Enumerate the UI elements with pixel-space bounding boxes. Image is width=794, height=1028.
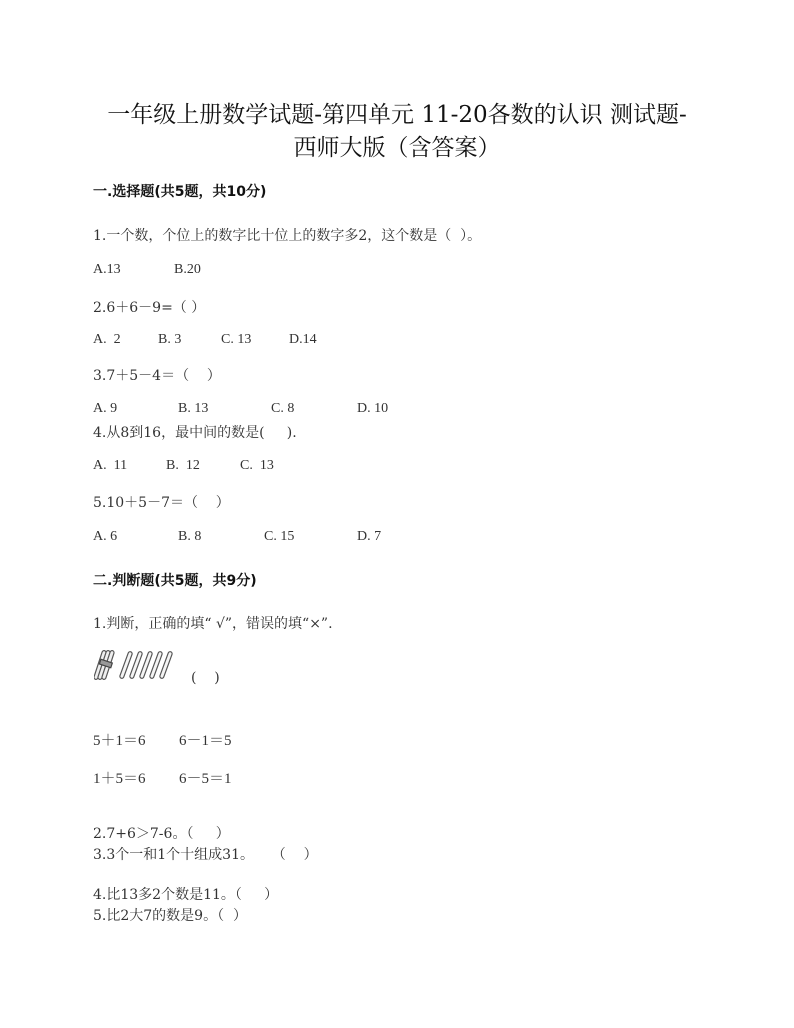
question-text: 1.判断，正确的填“ √”，错误的填“×”. bbox=[93, 616, 333, 632]
option-c: C. 8 bbox=[271, 401, 295, 416]
question-text: 4.比13多2个数是11。（ ） bbox=[93, 887, 279, 903]
question-text: 2.6＋6－9=（ ） bbox=[93, 300, 206, 316]
option-c: C. 15 bbox=[264, 529, 295, 544]
equation: 6－1＝5 bbox=[179, 733, 232, 749]
option-a: A.13 bbox=[93, 262, 121, 277]
option-d: D.14 bbox=[289, 332, 317, 347]
option-c: C. 13 bbox=[221, 332, 252, 347]
option-a: A. 2 bbox=[93, 332, 121, 347]
option-b: B. 12 bbox=[166, 458, 200, 473]
option-d: D. 10 bbox=[357, 401, 389, 416]
question-text: 3.7＋5－4＝（ ） bbox=[93, 368, 221, 384]
option-c: C. 13 bbox=[240, 458, 274, 473]
option-b: B. 3 bbox=[158, 332, 182, 347]
question-text: 1.一个数，个位上的数字比十位上的数字多2，这个数是（ ）。 bbox=[93, 228, 482, 244]
section-heading-choice: 一.选择题(共5题，共10分) bbox=[93, 184, 267, 200]
equation: 6－5＝1 bbox=[179, 771, 232, 787]
option-a: A. 9 bbox=[93, 401, 118, 416]
section-heading-judgement: 二.判断题(共5题，共9分) bbox=[93, 573, 257, 589]
answer-blank: ( ) bbox=[191, 670, 220, 686]
option-a: A. 6 bbox=[93, 529, 118, 544]
question-text: 4.从8到16，最中间的数是( ). bbox=[93, 425, 297, 441]
option-a: A. 11 bbox=[93, 458, 128, 473]
single-sticks bbox=[119, 651, 172, 679]
document-title-line1: 一年级上册数学试题-第四单元 11-20各数的认识 测试题- bbox=[107, 102, 687, 128]
stick-bundle bbox=[94, 650, 115, 680]
option-b: B.20 bbox=[174, 262, 201, 277]
document-title-line2: 西师大版（含答案） bbox=[293, 135, 501, 161]
question-text: 3.3个一和1个十组成31。 （ ） bbox=[93, 847, 318, 863]
option-d: D. 7 bbox=[357, 529, 382, 544]
question-text: 5.比2大7的数是9。（ ） bbox=[93, 908, 247, 924]
equation: 5＋1＝6 bbox=[93, 733, 146, 749]
question-text: 5.10＋5－7＝（ ） bbox=[93, 495, 230, 511]
equation: 1＋5＝6 bbox=[93, 771, 146, 787]
option-b: B. 13 bbox=[178, 401, 209, 416]
option-b: B. 8 bbox=[178, 529, 202, 544]
question-text: 2.7+6＞7-6。（ ） bbox=[93, 826, 230, 842]
counting-sticks-image bbox=[94, 647, 174, 683]
